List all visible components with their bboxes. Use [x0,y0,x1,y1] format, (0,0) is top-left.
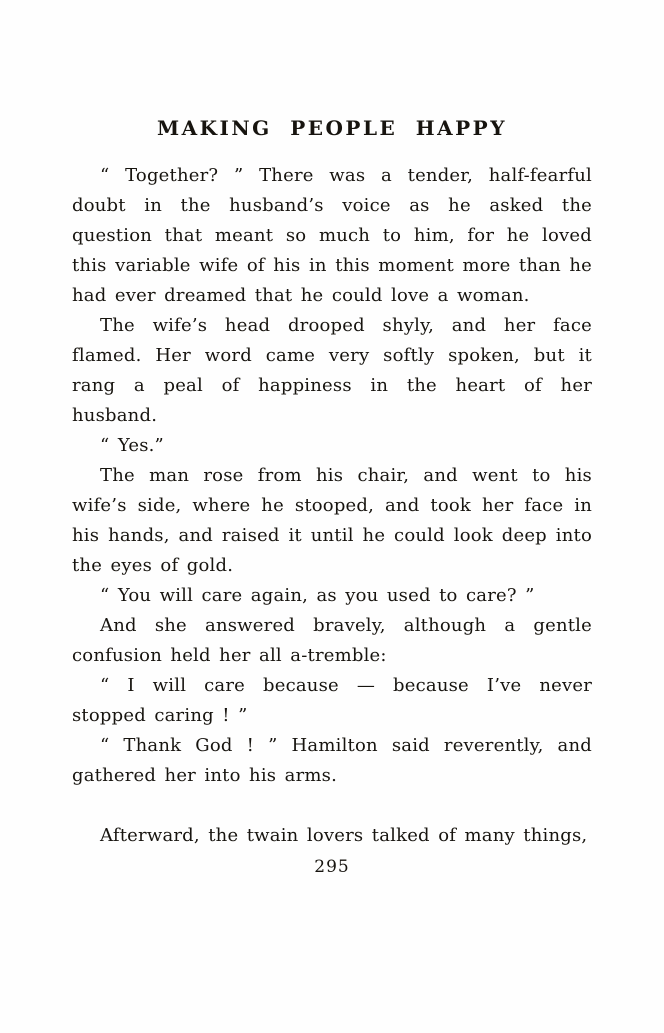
body-paragraph: The man rose from his chair, and went to his wife’s side, where he stooped, and took her face in his hands, and raised it until he could look deep into the eyes of gold. [72,465,592,576]
body-paragraph: The wife’s head drooped shyly, and her face flamed. Her word came very softly spoken, but it rang a peal of happiness in the heart of her husband. [72,315,592,426]
body-paragraph-dialogue: “ Yes.” [100,435,164,456]
body-paragraph-dialogue: “ I will care because — because I’ve never stopped caring ! ” [72,675,592,726]
body-paragraph: And she answered bravely, although a gentle confusion held her all a-tremble: [72,615,592,666]
body-paragraph-dialogue: “ Thank God ! ” Hamilton said reverently, and gathered her into his arms. [72,735,592,786]
page-title: MAKING PEOPLE HAPPY [156,116,507,140]
body-paragraph-dialogue: “ You will care again, as you used to care? ” [100,585,535,606]
page-number: 295 [314,857,350,877]
body-paragraph: “ Together? ” There was a tender, half-fearful doubt in the husband’s voice as he asked the question that meant so much to him, for he loved this variable wife of his in this moment more than he had ever dreamed that he could love a woman. [72,165,592,306]
body-paragraph: Afterward, the twain lovers talked of many things, [100,825,588,846]
